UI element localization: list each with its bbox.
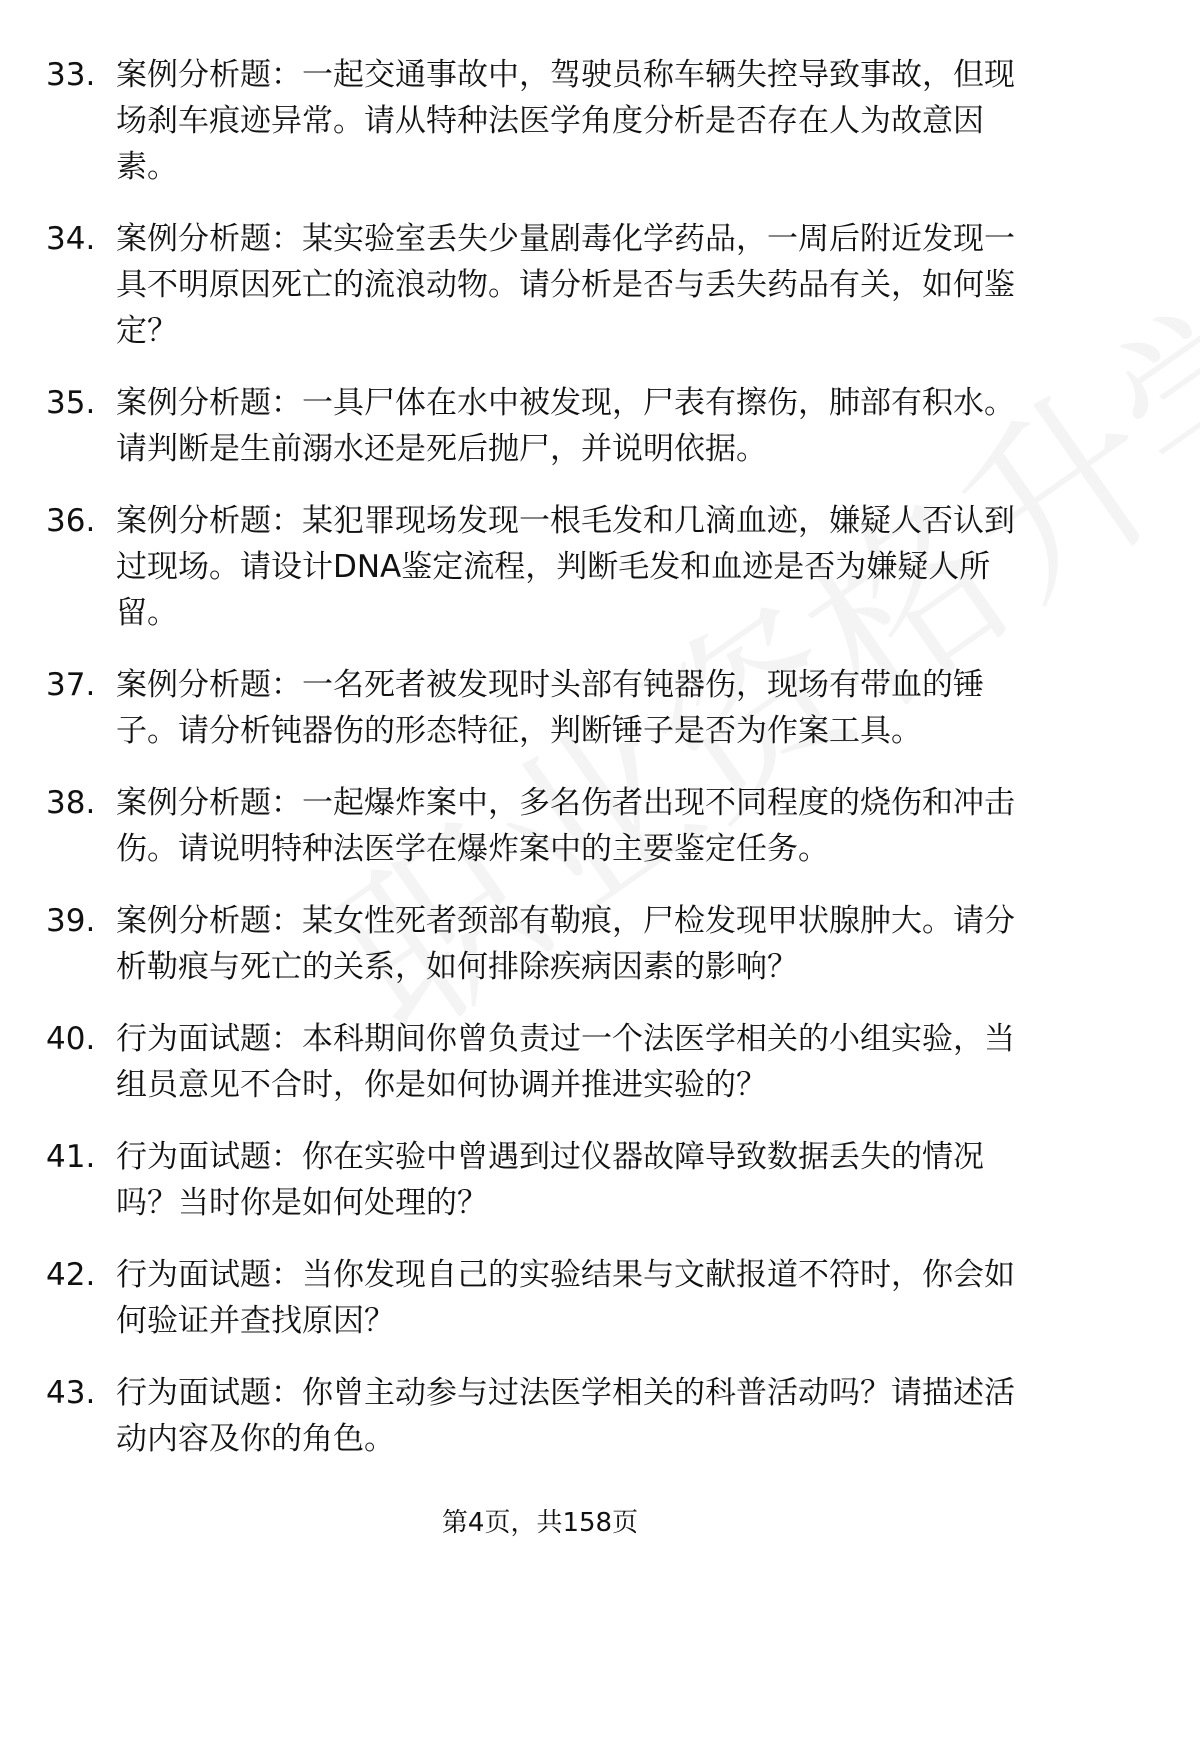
list-item: [46, 662, 1036, 754]
question-text: 行为面试题：本科期间你曾负责过一个法医学相关的小组实验，当组员意见不合时，你是如何协调并推进实验的？: [116, 1021, 1015, 1103]
question-text: 案例分析题：某女性死者颈部有勒痕，尸检发现甲状腺肿大。请分析勒痕与死亡的关系，如何排除疾病因素的影响？: [116, 903, 1015, 985]
question-number: 42.: [46, 1257, 96, 1293]
question-number: 33.: [46, 57, 96, 93]
question-number: 35.: [46, 385, 96, 421]
question-list: [46, 52, 1036, 1488]
question-text: 案例分析题：某犯罪现场发现一根毛发和几滴血迹，嫌疑人否认到过现场。请设计DNA鉴定流程，判断毛发和血迹是否为嫌疑人所留。: [116, 503, 1015, 631]
list-item: [46, 380, 1036, 472]
list-item: [46, 216, 1036, 354]
question-number: 36.: [46, 503, 96, 539]
question-number: 41.: [46, 1139, 96, 1175]
list-item: [46, 498, 1036, 636]
list-item: [46, 780, 1036, 872]
list-item: [46, 1016, 1036, 1108]
question-number: 43.: [46, 1375, 96, 1411]
list-item: [46, 1370, 1036, 1462]
list-item: [46, 1134, 1036, 1226]
question-number: 37.: [46, 667, 96, 703]
question-text: 案例分析题：一起爆炸案中，多名伤者出现不同程度的烧伤和冲击伤。请说明特种法医学在爆炸案中的主要鉴定任务。: [116, 785, 1015, 867]
question-text: 案例分析题：一名死者被发现时头部有钝器伤，现场有带血的锤子。请分析钝器伤的形态特征，判断锤子是否为作案工具。: [116, 667, 984, 749]
question-text: 案例分析题：一起交通事故中，驾驶员称车辆失控导致事故，但现场刹车痕迹异常。请从特种法医学角度分析是否存在人为故意因素。: [116, 57, 1015, 185]
list-item: [46, 898, 1036, 990]
question-text: 行为面试题：你曾主动参与过法医学相关的科普活动吗？请描述活动内容及你的角色。: [116, 1375, 1015, 1457]
question-text: 案例分析题：某实验室丢失少量剧毒化学药品，一周后附近发现一具不明原因死亡的流浪动物。请分析是否与丢失药品有关，如何鉴定？: [116, 221, 1015, 349]
question-text: 案例分析题：一具尸体在水中被发现，尸表有擦伤，肺部有积水。请判断是生前溺水还是死后抛尸，并说明依据。: [116, 385, 1015, 467]
question-number: 38.: [46, 785, 96, 821]
page-number: 第4页，共158页: [441, 1508, 639, 1538]
question-number: 40.: [46, 1021, 96, 1057]
question-number: 34.: [46, 221, 96, 257]
question-text: 行为面试题：当你发现自己的实验结果与文献报道不符时，你会如何验证并查找原因？: [116, 1257, 1015, 1339]
list-item: [46, 52, 1036, 190]
question-text: 行为面试题：你在实验中曾遇到过仪器故障导致数据丢失的情况吗？当时你是如何处理的？: [116, 1139, 984, 1221]
question-number: 39.: [46, 903, 96, 939]
list-item: [46, 1252, 1036, 1344]
